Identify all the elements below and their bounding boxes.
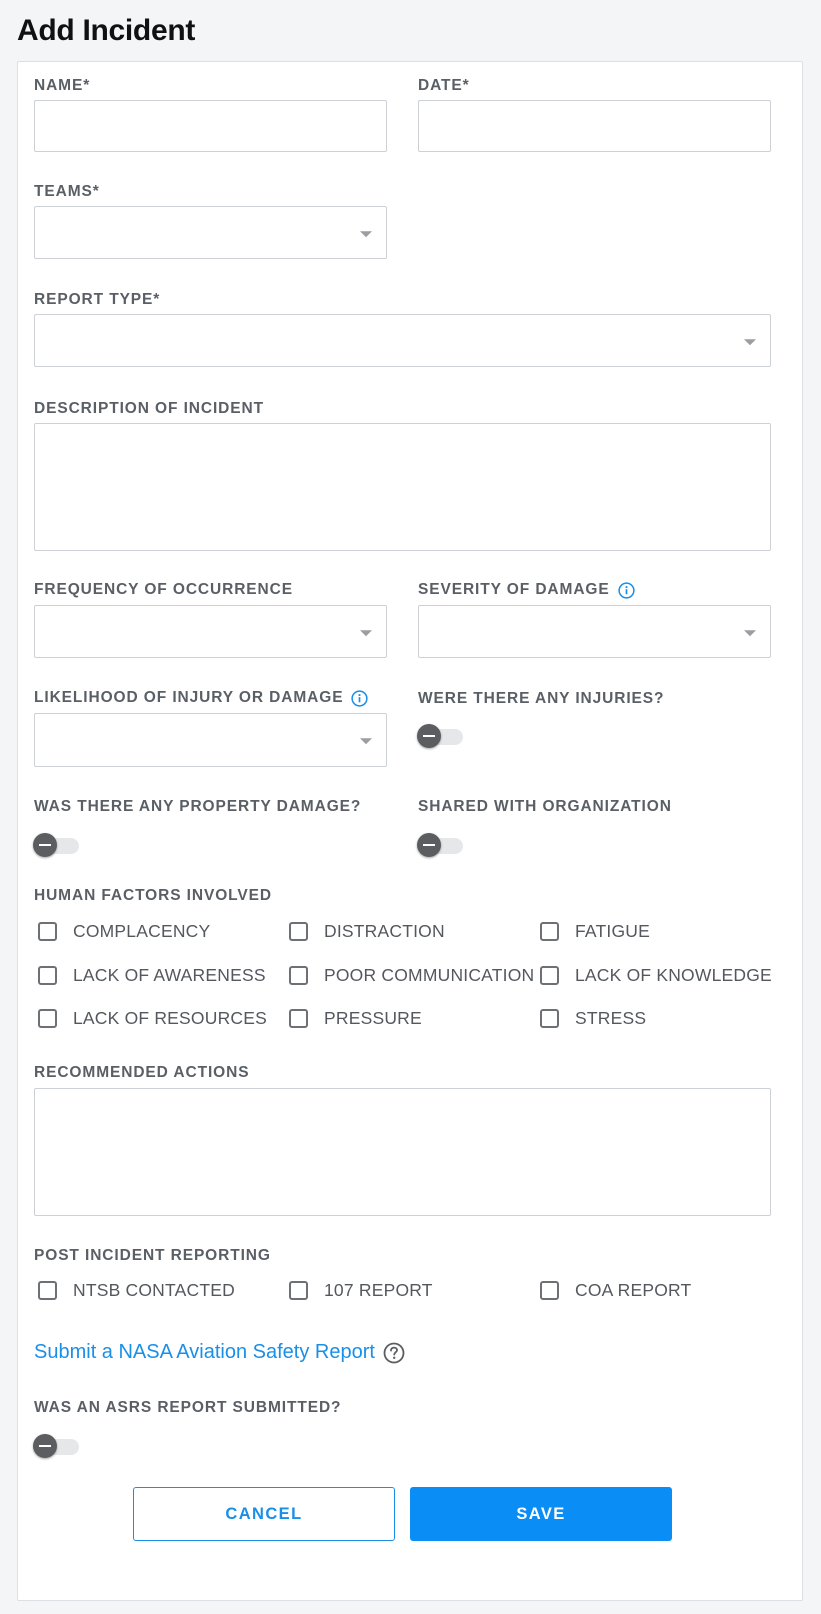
checkbox-label: FATIGUE — [575, 921, 650, 941]
recommended-actions-label: RECOMMENDED ACTIONS — [34, 1064, 250, 1081]
toggle-off-icon — [417, 724, 441, 748]
checkbox-icon[interactable] — [289, 1009, 308, 1028]
injuries-label: WERE THERE ANY INJURIES? — [418, 690, 665, 707]
likelihood-label — [34, 689, 368, 707]
checkbox-icon[interactable] — [540, 966, 559, 985]
checkbox-fatigue[interactable] — [540, 921, 650, 942]
checkbox-icon[interactable] — [38, 1009, 57, 1028]
checkbox-icon[interactable] — [540, 1281, 559, 1300]
checkbox-107-report[interactable] — [289, 1280, 433, 1301]
incident-form-card — [17, 61, 803, 1601]
report-type-label: REPORT TYPE* — [34, 291, 161, 308]
shared-label: SHARED WITH ORGANIZATION — [418, 798, 672, 815]
checkbox-label: 107 REPORT — [324, 1280, 433, 1300]
checkbox-label: LACK OF RESOURCES — [73, 1008, 267, 1028]
checkbox-pressure[interactable] — [289, 1008, 422, 1029]
checkbox-icon[interactable] — [540, 922, 559, 941]
caret-down-icon — [744, 630, 756, 636]
caret-down-icon — [360, 630, 372, 636]
teams-select[interactable] — [34, 206, 387, 259]
checkbox-poor-communication[interactable] — [289, 965, 534, 986]
date-label: DATE* — [418, 77, 470, 94]
description-textarea[interactable] — [34, 423, 771, 551]
severity-label — [418, 581, 635, 599]
checkbox-label: NTSB CONTACTED — [73, 1280, 235, 1300]
checkbox-complacency[interactable] — [38, 921, 210, 942]
checkbox-icon[interactable] — [38, 922, 57, 941]
property-damage-toggle[interactable] — [33, 832, 81, 858]
checkbox-icon[interactable] — [38, 1281, 57, 1300]
checkbox-label: LACK OF AWARENESS — [73, 965, 266, 985]
toggle-off-icon — [33, 833, 57, 857]
property-damage-label: WAS THERE ANY PROPERTY DAMAGE? — [34, 798, 362, 815]
caret-down-icon — [744, 339, 756, 345]
checkbox-coa-report[interactable] — [540, 1280, 691, 1301]
checkbox-label: STRESS — [575, 1008, 647, 1028]
cancel-button[interactable]: CANCEL — [133, 1487, 395, 1541]
checkbox-label: COMPLACENCY — [73, 921, 211, 941]
frequency-select[interactable] — [34, 605, 387, 658]
name-input[interactable] — [34, 100, 387, 152]
post-incident-reporting-label: POST INCIDENT REPORTING — [34, 1247, 271, 1264]
frequency-label: FREQUENCY OF OCCURRENCE — [34, 581, 293, 598]
nasa-report-link[interactable] — [34, 1341, 405, 1364]
date-input[interactable] — [418, 100, 771, 152]
checkbox-label: LACK OF KNOWLEDGE — [575, 965, 772, 985]
description-label: DESCRIPTION OF INCIDENT — [34, 400, 264, 417]
checkbox-label: POOR COMMUNICATION — [324, 965, 535, 985]
injuries-toggle[interactable] — [417, 723, 465, 749]
question-circle-icon[interactable] — [383, 1342, 405, 1364]
checkbox-label: PRESSURE — [324, 1008, 422, 1028]
save-button[interactable]: SAVE — [410, 1487, 672, 1541]
asrs-label: WAS AN ASRS REPORT SUBMITTED? — [34, 1399, 342, 1416]
nasa-report-link-text[interactable]: Submit a NASA Aviation Safety Report — [34, 1341, 375, 1363]
info-circle-icon[interactable] — [618, 582, 635, 599]
shared-toggle[interactable] — [417, 832, 465, 858]
recommended-actions-textarea[interactable] — [34, 1088, 771, 1216]
likelihood-label-text: LIKELIHOOD OF INJURY OR DAMAGE — [34, 689, 344, 706]
checkbox-ntsb-contacted[interactable] — [38, 1280, 235, 1301]
checkbox-lack-of-resources[interactable] — [38, 1008, 267, 1029]
severity-select[interactable] — [418, 605, 771, 658]
checkbox-icon[interactable] — [289, 1281, 308, 1300]
toggle-off-icon — [33, 1434, 57, 1458]
likelihood-select[interactable] — [34, 713, 387, 767]
checkbox-icon[interactable] — [540, 1009, 559, 1028]
info-circle-icon[interactable] — [351, 690, 368, 707]
name-label: NAME* — [34, 77, 91, 94]
teams-label: TEAMS* — [34, 183, 100, 200]
toggle-off-icon — [417, 833, 441, 857]
severity-label-text: SEVERITY OF DAMAGE — [418, 581, 610, 598]
checkbox-lack-of-awareness[interactable] — [38, 965, 266, 986]
checkbox-distraction[interactable] — [289, 921, 445, 942]
checkbox-icon[interactable] — [289, 966, 308, 985]
human-factors-label: HUMAN FACTORS INVOLVED — [34, 887, 272, 904]
checkbox-lack-of-knowledge[interactable] — [540, 965, 772, 986]
page-title: Add Incident — [17, 14, 196, 47]
report-type-select[interactable] — [34, 314, 771, 367]
checkbox-label: DISTRACTION — [324, 921, 445, 941]
checkbox-label: COA REPORT — [575, 1280, 692, 1300]
checkbox-stress[interactable] — [540, 1008, 646, 1029]
checkbox-icon[interactable] — [289, 922, 308, 941]
caret-down-icon — [360, 231, 372, 237]
checkbox-icon[interactable] — [38, 966, 57, 985]
caret-down-icon — [360, 738, 372, 744]
asrs-toggle[interactable] — [33, 1433, 81, 1459]
